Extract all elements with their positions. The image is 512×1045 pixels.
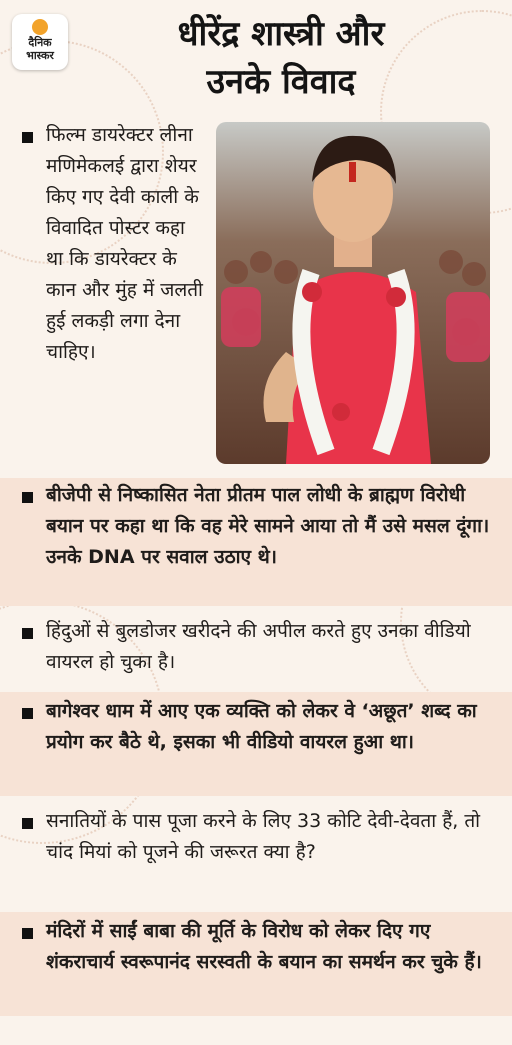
bullet-icon bbox=[22, 628, 33, 639]
page-title bbox=[80, 10, 482, 106]
bullet-icon bbox=[22, 818, 33, 829]
list-item bbox=[0, 612, 512, 686]
list-item bbox=[0, 802, 512, 906]
list-item-text: मंदिरों में साईं बाबा की मूर्ति के विरोध को लेकर दिए गए शंकराचार्य स्वरूपानंद सरस्वती के बयान का समर्थन कर चुके हैं। bbox=[46, 920, 482, 973]
title-line-1: धीरेंद्र शास्त्री और bbox=[177, 14, 385, 54]
logo-line-2: भास्कर bbox=[26, 49, 54, 62]
list-item-text: फिल्म डायरेक्टर लीना मणिमेकलई द्वारा शेयर किए गए देवी काली के विवादित पोस्टर कहा था कि डायरेक्टर के कान और मुंह में जलती हुई लकड़ी लगा देना चाहिए। bbox=[46, 124, 203, 363]
list-item bbox=[0, 692, 512, 796]
news-photo bbox=[216, 122, 490, 464]
bullet-icon bbox=[22, 492, 33, 503]
list-item-text: बीजेपी से निष्कासित नेता प्रीतम पाल लोधी के ब्राह्मण विरोधी बयान पर कहा था कि वह मेरे सामने आया तो मैं उसे मसल दूंगा। उनके DNA पर सवाल उठाए थे। bbox=[46, 484, 490, 568]
bullet-icon bbox=[22, 132, 33, 143]
list-item bbox=[0, 912, 512, 1016]
header bbox=[0, 0, 512, 118]
list-item-text: सनातियों के पास पूजा करने के लिए 33 कोटि देवी-देवता हैं, तो चांद मियां को पूजने की जरूरत क्या है? bbox=[46, 810, 481, 863]
bullet-icon bbox=[22, 928, 33, 939]
sun-icon bbox=[32, 19, 48, 35]
list-item-text: हिंदुओं से बुलडोजर खरीदने की अपील करते हुए उनका वीडियो वायरल हो चुका है। bbox=[46, 620, 471, 673]
list-item bbox=[0, 478, 512, 606]
title-line-2: उनके विवाद bbox=[206, 62, 356, 102]
list-item-text: बागेश्वर धाम में आए एक व्यक्ति को लेकर वे ‘अछूत’ शब्द का प्रयोग कर बैठे थे, इसका भी वीडियो वायरल हुआ था। bbox=[46, 700, 477, 753]
logo-line-1: दैनिक bbox=[28, 36, 52, 49]
bullet-icon bbox=[22, 708, 33, 719]
dainik-bhaskar-logo bbox=[12, 14, 68, 70]
